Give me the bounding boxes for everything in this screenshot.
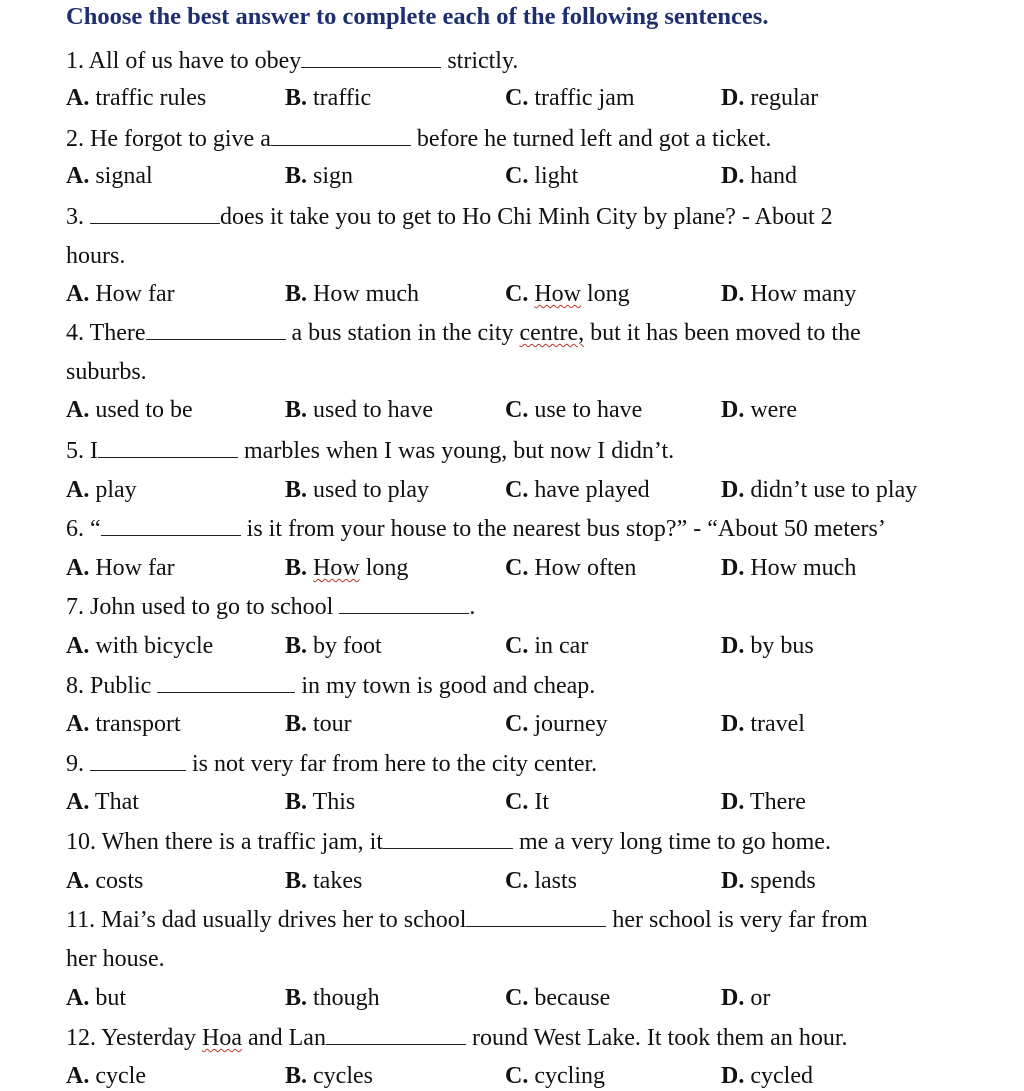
question-text: 1. All of us have to obey	[66, 48, 302, 74]
question-text: 7. John used to go to school	[66, 594, 340, 620]
option-d: D. How much	[721, 555, 857, 581]
question-text: 3.	[66, 204, 90, 230]
answer-blank	[98, 435, 238, 458]
answer-blank	[339, 591, 469, 614]
question-text: centre,	[519, 320, 585, 346]
answer-blank	[383, 826, 513, 849]
option-d: D. or	[721, 985, 771, 1011]
question-5	[66, 435, 674, 465]
answer-blank	[90, 748, 186, 771]
option-c: C. journey	[505, 711, 608, 737]
option-d: D. regular	[721, 85, 819, 111]
option-a: A. traffic rules	[66, 85, 207, 111]
question-text: is it from your house to the nearest bus stop?” - “About 50 meters’	[240, 516, 886, 542]
option-c: C. because	[505, 985, 611, 1011]
option-a: A. How far	[66, 555, 175, 581]
question-text: .	[469, 594, 476, 620]
question-4-continued: suburbs.	[66, 359, 147, 385]
option-c: C. light	[505, 163, 579, 189]
answer-blank	[146, 317, 286, 340]
option-a: A. costs	[66, 868, 144, 894]
option-b: B. by foot	[285, 633, 382, 659]
option-d: D. There	[721, 789, 806, 815]
question-text: strictly.	[441, 48, 519, 74]
question-text: but it has been moved to the	[584, 320, 861, 346]
option-d: D. didn’t use to play	[721, 477, 918, 503]
option-c: C. How long	[505, 281, 630, 307]
option-a: A. signal	[66, 163, 153, 189]
option-d: D. spends	[721, 868, 816, 894]
option-a: A. transport	[66, 711, 181, 737]
question-3-continued: hours.	[66, 243, 126, 269]
option-b: B. used to play	[285, 477, 429, 503]
option-a: A. play	[66, 477, 137, 503]
answer-blank	[101, 513, 241, 536]
option-a: A. That	[66, 789, 139, 815]
question-12	[66, 1022, 848, 1052]
question-text: and Lan	[241, 1025, 326, 1051]
option-d: D. How many	[721, 281, 857, 307]
option-b: B. used to have	[285, 397, 433, 423]
option-b: B. How much	[285, 281, 419, 307]
option-b: B. How long	[285, 555, 409, 581]
option-c: C. traffic jam	[505, 85, 635, 111]
question-6	[66, 513, 886, 543]
option-a: A. but	[66, 985, 127, 1011]
option-d: D. were	[721, 397, 797, 423]
question-2	[66, 123, 771, 153]
question-text: marbles when I was young, but now I didn’t.	[238, 438, 675, 464]
question-text: 2. He forgot to give a	[66, 126, 271, 152]
question-text: 10. When there is a traffic jam, it	[66, 829, 384, 855]
option-b: B. tour	[285, 711, 352, 737]
option-b: B. though	[285, 985, 380, 1011]
option-c: C. in car	[505, 633, 589, 659]
question-text: round West Lake. It took them an hour.	[465, 1025, 848, 1051]
option-d: D. by bus	[721, 633, 814, 659]
question-text: me a very long time to go home.	[513, 829, 831, 855]
question-1	[66, 45, 518, 75]
question-9	[66, 748, 597, 778]
option-b: B. This	[285, 789, 356, 815]
answer-blank	[157, 670, 295, 693]
question-text: does it take you to get to Ho Chi Minh City by plane? - About 2	[220, 204, 833, 230]
option-c: C. It	[505, 789, 550, 815]
option-a: A. How far	[66, 281, 175, 307]
option-d: D. cycled	[721, 1063, 813, 1089]
question-11	[66, 904, 868, 934]
question-text: 9.	[66, 751, 90, 777]
question-text: a bus station in the city	[285, 320, 520, 346]
option-b: B. cycles	[285, 1063, 373, 1089]
question-text: 12. Yesterday	[66, 1025, 202, 1051]
answer-blank	[90, 201, 220, 224]
question-text: 8. Public	[66, 673, 158, 699]
option-d: D. travel	[721, 711, 805, 737]
option-d: D. hand	[721, 163, 797, 189]
page-title: Choose the best answer to complete each of the following sentences.	[66, 3, 769, 30]
question-7	[66, 591, 475, 621]
question-text: 6. “	[66, 516, 101, 542]
question-text: is not very far from here to the city center.	[186, 751, 598, 777]
question-text: in my town is good and cheap.	[295, 673, 596, 699]
option-a: A. used to be	[66, 397, 193, 423]
question-text: Hoa	[202, 1025, 242, 1051]
question-11-continued: her house.	[66, 946, 165, 972]
option-a: A. with bicycle	[66, 633, 214, 659]
answer-blank	[326, 1022, 466, 1045]
option-c: C. cycling	[505, 1063, 605, 1089]
question-text: her school is very far from	[606, 907, 868, 933]
answer-blank	[301, 45, 441, 68]
answer-blank	[466, 904, 606, 927]
question-text: 4. There	[66, 320, 146, 346]
question-text: 11. Mai’s dad usually drives her to school	[66, 907, 467, 933]
option-b: B. traffic	[285, 85, 372, 111]
question-10	[66, 826, 831, 856]
option-c: C. use to have	[505, 397, 643, 423]
question-text: 5. I	[66, 438, 98, 464]
question-text: before he turned left and got a ticket.	[410, 126, 772, 152]
option-b: B. sign	[285, 163, 354, 189]
question-8	[66, 670, 595, 700]
option-c: C. How often	[505, 555, 637, 581]
question-4	[66, 317, 861, 347]
question-3	[66, 201, 833, 231]
option-a: A. cycle	[66, 1063, 146, 1089]
option-c: C. have played	[505, 477, 650, 503]
answer-blank	[271, 123, 411, 146]
option-b: B. takes	[285, 868, 363, 894]
option-c: C. lasts	[505, 868, 578, 894]
